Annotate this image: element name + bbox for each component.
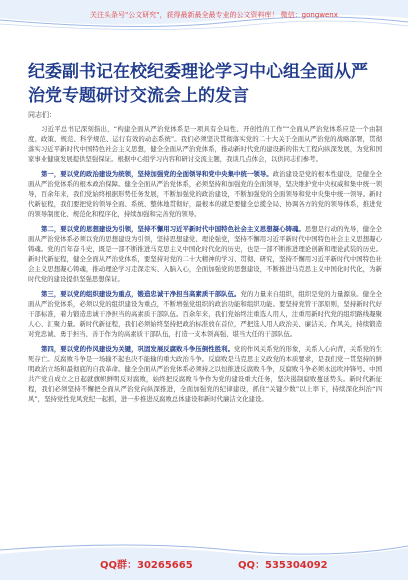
section-body: 党的力量来自组织，组织是党的力量源泉。健全全面从严治党体系，必须以党的组织建设为重点，不断增强党组织的政治功能和组织功能。要坚持党管干部原则，坚持新时代好干部标准，着力锻造忠诚干净担当的高素质干部队伍。百余年来，我们党始终注重选人用人，注重用新时代党的组织路线凝聚人心、汇聚力量。新时代新征程，我们必须始终坚持把政治标准放在首位，严把选人用人政治关、廉洁关、作风关，持续锻造对党忠诚、勇于担当、善于作为的高素质干部队伍，打造一支本领高强、堪当大任的干部队伍。 [28,290,383,338]
section-paragraph [28,344,382,404]
section-heading: 第三，要以党的组织建设为重点，锻造忠诚干净担当高素质干部队伍。 [41,290,241,298]
section-paragraph [28,169,382,219]
footer-band [0,540,408,580]
section-body: 思想是行动的先导，健全全面从严治党体系必须以党的思想建设为引领，坚持思想建党、理论强党，坚持不懈用习近平新时代中国特色社会主义思想凝心铸魂。党的百年奋斗史，既是一部不断推进马克思主义中国化时代化的历史，也是一部不断推进理论创新和理论武装的历史。新时代新征程，健全全面从严治党体系，要坚持对党的二十大精神的学习、贯彻、研究，坚持不懈用习近平新时代中国特色社会主义思想凝心铸魂，推动理论学习走深走实、入脑入心，全面加强党的思想建设，不断推进马克思主义中国化时代化，为新时代党的建设提供坚强思想保证。 [28,225,383,283]
section-heading: 第二，要以党的思想建设为引领，坚持不懈用习近平新时代中国特色社会主义思想凝心铸魂。 [41,225,305,233]
document-title: 纪委副书记在校纪委理论学习中心组全面从严治党专题研讨交流会上的发言 [28,62,368,106]
document-body [28,124,382,409]
footer-qq-contact: QQ：535304092 [238,560,328,571]
section-heading: 第一，要以党的政治建设为统领，坚持加强党的全面领导和党中央集中统一领导。 [41,170,273,178]
header-band [0,0,408,30]
intro-paragraph: 习近平总书记深刻指出，“构建全面从严治党体系是一项具有全局性、开创性的工作”“全面从严治党体系应是一个由制度、政策、规范、科学规范、运行有效的动态系统”。我们必须坚决贯彻落实党的二十大关于全面从严治党的战略部署，贯彻落实习近平新时代中国特色社会主义思想，健全全面从严治党体系，推动新时代党的建设新的伟大工程向纵深发展，为党和国家事业健康发展提供坚强保证。根据中心组学习内容和研讨交流主题，我谈几点体会，以供同志们参考。 [28,125,382,163]
section-heading: 第四，要以党的作风建设为关键，巩固发展反腐败斗争压倒性胜利。 [41,345,235,353]
footer-qq-group: QQ群：30265665 [100,560,193,571]
section-body: 政治建设是党的根本性建设，是健全全面从严治党体系的根本政治保障。健全全面从严治党体系，必须坚持和加强党的全面领导，坚决维护党中央权威和集中统一领导，百余年来，我们党始终根据形势任务发展，不断加强党的政治建设，不断加强党的全面领导和党中央集中统一领导。新时代新征程，我们要把党的领导全面、系统、整体地贯彻好，最根本的就是要健全总揽全局、协调各方的党的领导体系，推进党的领导制度化、规范化和程序化，持续加强和完善党的领导。 [28,170,383,218]
section-paragraph [28,224,382,284]
section-paragraph [28,289,382,339]
greeting: 同志们： [28,111,56,119]
section-body: 党的作风关系党的形象，关系人心向背，关系党的生死存亡。反腐败斗争是一场输不起也决不能输的重大政治斗争。反腐败是马克思主义政党的本质要求，是我们党一贯坚持的鲜明政治立场和最彻底的自我革命。健全全面从严治党体系必须持之以恒推进反腐败斗争，反腐败斗争必须永远吹冲锋号。中国共产党自成立之日起就旗帜鲜明反对腐败，始终把反腐败斗争作为党的建设重大任务，坚决遏制腐败蔓延势头。新时代新征程，我们必须坚持不懈把全面从严治党向纵深推进，全面加强党的纪律建设，抓住“关键少数”以上率下，持续深化纠治“四风”，坚持党性党风党纪一起抓，进一步推进反腐败总体建设和新时代廉洁文化建设。 [28,345,383,403]
header-banner-text: 关注头条号"公文研究"，获得最新最全最专业的公文资料库！ 微信：gongwenx [90,11,338,19]
footer-wave-decoration [0,540,408,580]
